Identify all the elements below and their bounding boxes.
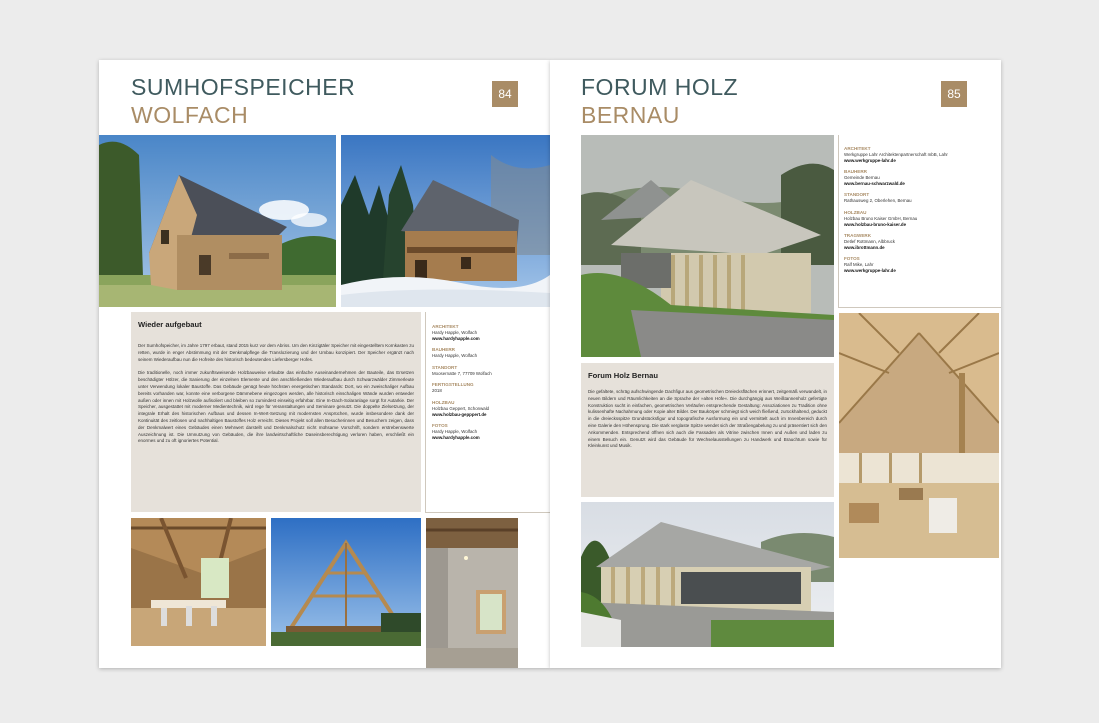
right-page xyxy=(550,60,1001,668)
info-link[interactable]: www.ibrottmann.de xyxy=(844,244,885,250)
left-title-line1: SUMHOFSPEICHER xyxy=(131,74,356,100)
left-info-column xyxy=(432,324,544,446)
info-standort xyxy=(432,365,544,377)
right-title-line1: FORUM HOLZ xyxy=(581,74,739,100)
left-page xyxy=(99,60,550,668)
left-title-line2: WOLFACH xyxy=(131,102,249,128)
info-holzbau xyxy=(844,210,994,227)
info-link[interactable]: www.holzbau-bruno-kaiser.de xyxy=(844,221,907,227)
info-label: FOTOS xyxy=(844,256,860,262)
left-info-bottom-rule xyxy=(425,512,550,513)
photo-speicher-winter xyxy=(341,135,550,307)
info-value: Rathausweg 2, Oberlehen, Bernau xyxy=(844,198,912,204)
info-label: FOTOS xyxy=(432,423,448,429)
info-value: Hardy Happle, Wolfach xyxy=(432,429,478,435)
right-info-divider xyxy=(838,135,839,307)
right-info-column xyxy=(844,146,994,280)
left-info-divider xyxy=(425,312,426,512)
info-value: Hardy Happle, Wolfach xyxy=(432,330,478,335)
info-label: BAUHERR xyxy=(432,347,455,353)
photo-forum-interior-gallery xyxy=(839,313,999,558)
info-link[interactable]: www.werkgruppe-lahr.de xyxy=(844,157,896,163)
info-link[interactable]: www.hardyhapple.com xyxy=(432,434,480,440)
info-architekt xyxy=(844,146,994,163)
right-body-text xyxy=(588,389,827,450)
left-page-number: 84 xyxy=(492,81,518,107)
info-value: Detlef Rottmann, Albbruck xyxy=(844,239,896,245)
info-fertigstellung xyxy=(432,382,544,394)
left-text-box xyxy=(131,312,421,512)
photo-forum-exterior-road xyxy=(581,502,834,647)
left-body-text xyxy=(138,343,414,445)
info-value: Holzbau Bruno Kaiser GmbH, Bernau xyxy=(844,215,918,221)
info-bauherr xyxy=(432,347,544,359)
info-value: Ralf Mike, Lahr xyxy=(844,262,874,268)
info-link[interactable]: www.bernau-schwarzwald.de xyxy=(844,180,905,186)
info-label: HOLZBAU xyxy=(844,209,867,215)
right-text-box xyxy=(581,363,834,497)
info-link[interactable]: www.hardyhapple.com xyxy=(432,335,480,341)
left-paragraph: Der Sumhofspeicher, im Jahre 1797 erbaut, stand 2015 kurz vor dem Abriss. Um den Kinzigtäler Speicher mit eingestelltem Kornkasten zu retten, wurde in enger Abstimmung mit der Denkmalpflege die Translozierung und der Umbau konzipiert. Der Speicher ergänzt nach seinem Wiederaufbau nun die Hofreite des historisch bedeutenden Liefersberger Hofes. xyxy=(138,343,414,362)
info-tragwerk xyxy=(844,233,994,250)
photo-speicher-interior-window xyxy=(426,518,518,668)
photo-speicher-frame-construction xyxy=(271,518,421,646)
right-paragraph: Die gefaltete, schräg aufschwingende Dachfigur aus geometrischen Dreiecksflächen erinnert, zeitgemäß verwandelt, in neuen Bildern und Räumlichkeiten an die Sprache der »alten Höfe«. Die durchgängig aus Weißtannenholz gefertigte Konstruktion sucht in einfachen, geometrischen Verläufen entsprechende Gestaltung: Assoziationen zu Tradition ohne kulissenhafte Nachahmung oder Kopie alter Bilder. Der Baukörper schmiegt sich weich fließend, zurückhaltend, geduckt in die dreiecksspitze Grundstücksfigur und topografische Ausformung ein und vermittelt auch im Innenbereich durch eine Galerie den Höhensprung. Die stark verglaste Spitze wendet sich der Straßengabelung zu und präsentiert sich den Ankommenden. Entsprechend öffnen sich auch die Fassaden als Vitrine zwischen Innen und Außen und laden zu einem Besuch ein. Genutzt wird das Gebäude für Wechselausstellungen zu Handwerk und Brauchtum sowie für Kleinkunst und Musik. xyxy=(588,389,827,449)
info-label: FERTIGSTELLUNG xyxy=(432,382,474,388)
info-label: STANDORT xyxy=(844,192,870,198)
info-fotos xyxy=(844,256,994,273)
info-link[interactable]: www.werkgruppe-lahr.de xyxy=(844,267,896,273)
info-label: HOLZBAU xyxy=(432,399,455,405)
info-holzbau xyxy=(432,400,544,417)
info-label: ARCHITEKT xyxy=(844,146,871,151)
left-paragraph: Die traditionelle, noch immer zukunftsweisende Holzbauweise erlaubte das einfache Auseinandernehmen der Bauteile, das Ersetzen beschädigter Hölzer, die Sanierung der einzelnen Elemente und den anschließenden Wiederaufbau durch Schwarzwälder Zimmerleute unter Verwendung lokaler Baustoffe. Das Gebäude genügt heute höchsten energetischen Standards: Dort, wo ein zweischaliger Aufbau bereits vorhanden war, konnte eine verborgene Dämmebene eingezogen werden, alle historisch einschaligen Wände wurden entweder außen oder innen mit Holzwolle aufisoliert und bleiben so zumindest einseitig erfahrbar. Eine In-Dach-Solaranlage sorgt für Autarkie. Der Speicher, ausgestattet mit moderner Medientechnik, wird rege für Veranstaltungen und Seminare genutzt. Die doppelte Zielsetzung, der integrale Erhalt des historischen Aufbaus und dessen In-Wert-Setzung mit modernsten Ansprüchen, wurde insbesondere dank der Kontinuität des zeitlosen und nachhaltigen Baustoffes Holz erreicht. Dieses Projekt soll allen Besucherinnen und Besuchern zeigen, dass der Denkmalwert eines Gebäudes einen Mehrwert darstellt und Denkmalschutz nicht mühsame Vorschrift, sondern erstrebenswerte Auszeichnung ist. Die Umnutzung von Gebäuden, die ihre landwirtschaftliche Daseinsberechtigung verloren haben, erschließt ein enormes und zu oft ignoriertes Potential. xyxy=(138,370,414,444)
right-section-title: Forum Holz Bernau xyxy=(588,371,659,380)
right-title-line2: BERNAU xyxy=(581,102,680,128)
info-value: 2018 xyxy=(432,388,442,394)
info-value: Gemeinde Bernau xyxy=(844,175,880,181)
info-fotos xyxy=(432,423,544,440)
left-section-title: Wieder aufgebaut xyxy=(138,320,202,329)
info-value: Werkgruppe Lahr Architektenpartnerschaft mbB, Lahr xyxy=(844,152,948,157)
info-value: Hardy Happle, Wolfach xyxy=(432,353,478,359)
photo-forum-exterior-hill xyxy=(581,135,834,357)
info-label: STANDORT xyxy=(432,364,458,370)
right-page-number: 85 xyxy=(941,81,967,107)
photo-speicher-summer xyxy=(99,135,336,307)
info-value: Holzbau Geppert, Schonwald xyxy=(432,405,490,411)
info-label: ARCHITEKT xyxy=(432,324,459,329)
info-label: BAUHERR xyxy=(844,169,867,175)
info-value: Moosernatte 7, 77709 Wolfach xyxy=(432,370,492,376)
info-label: TRAGWERK xyxy=(844,233,872,239)
info-link[interactable]: www.holzbau-gepppert.de xyxy=(432,411,487,417)
right-info-bottom-rule xyxy=(838,307,1001,308)
info-standort xyxy=(844,192,994,204)
info-bauherr xyxy=(844,169,994,186)
photo-speicher-interior-seminar xyxy=(131,518,266,646)
info-architekt xyxy=(432,324,544,341)
